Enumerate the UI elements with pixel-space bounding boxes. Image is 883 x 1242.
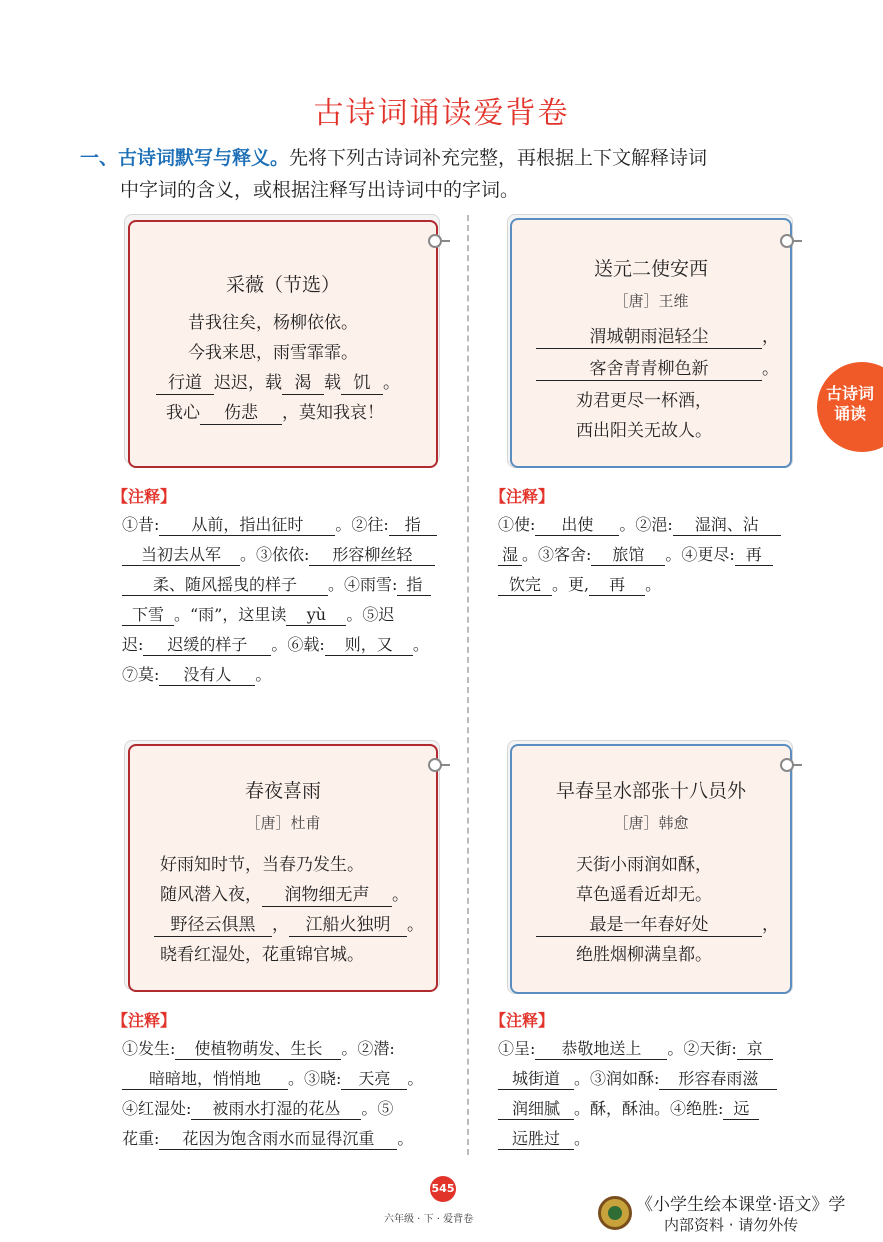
note-line: 饮完 。更, 再 。	[498, 570, 661, 600]
poem-title: 早春呈水部张十八员外	[555, 780, 746, 802]
poem-line: 昔我往矣，杨柳依依。	[188, 313, 358, 333]
note-line: 柔、随风摇曳的样子 。④雨雪: 指	[122, 570, 431, 600]
pin-icon	[780, 234, 794, 248]
poem-line: 我心 伤悲 ，莫知我哀！	[166, 403, 384, 423]
blank-answer[interactable]: 暗暗地，悄悄地	[122, 1069, 288, 1090]
blank-answer[interactable]: 从前，指出征时	[159, 515, 335, 536]
logo-icon	[598, 1196, 632, 1230]
poem-title: 春夜喜雨	[244, 780, 321, 802]
blank-answer[interactable]: 远	[723, 1099, 759, 1120]
blank-answer[interactable]: 当初去从军	[122, 545, 240, 566]
poem-card-caiwei	[128, 220, 438, 468]
blank-answer[interactable]: 旅馆	[591, 545, 665, 566]
blank-answer[interactable]: 饥	[341, 372, 383, 395]
poem-line: 行道 迟迟，载 渴 载 饥 。	[156, 368, 400, 395]
note-line: ⑦莫: 没有人 。	[122, 665, 272, 684]
note-tag: 【注释】	[112, 487, 177, 506]
footer-notice: 内部资料 · 请勿外传	[664, 1216, 799, 1234]
blank-answer[interactable]: 渭城朝雨浥轻尘	[536, 326, 762, 349]
blank-answer[interactable]: 柔、随风摇曳的样子	[122, 575, 328, 596]
blank-answer[interactable]: 城街道	[498, 1069, 574, 1090]
instruction-text-1: 先将下列古诗词补充完整，再根据上下文解释诗词	[289, 147, 708, 169]
blank-answer[interactable]: 润细腻	[498, 1099, 574, 1120]
blank-answer[interactable]: 下雪	[122, 605, 174, 626]
blank-answer[interactable]: 形容柳丝轻	[309, 545, 435, 566]
page-number: 545	[430, 1176, 456, 1202]
blank-answer[interactable]: 再	[735, 545, 773, 566]
poem-line: 西出阳关无故人。	[576, 421, 712, 441]
note-line: 下雪 。“雨”，这里读 yù 。⑤迟	[122, 600, 394, 630]
note-line: 迟: 迟缓的样子 。⑥载: 则，又 。	[122, 635, 429, 654]
blank-answer[interactable]: 花因为饱含雨水而显得沉重	[159, 1129, 397, 1150]
side-tab-line1: 古诗词	[825, 384, 874, 403]
column-divider	[467, 215, 469, 1155]
page-title: 古诗词诵读爱背卷	[313, 96, 570, 131]
blank-answer[interactable]: 出使	[535, 515, 619, 536]
blank-answer[interactable]: 饮完	[498, 575, 552, 596]
note-tag: 【注释】	[112, 1011, 177, 1030]
note-line: ④红湿处: 被雨水打湿的花丛 。⑤	[122, 1099, 394, 1118]
poem-line: 渭城朝雨浥轻尘 ，	[536, 322, 779, 349]
blank-answer[interactable]: 使植物萌发、生长	[175, 1039, 341, 1060]
poem-line: 客舍青青柳色新 。	[536, 354, 779, 381]
note-line: 城街道 。③润如酥: 形容春雨滋	[498, 1064, 777, 1094]
note-tag: 【注释】	[490, 487, 555, 506]
blank-answer[interactable]: 迟缓的样子	[143, 635, 271, 656]
section-number: 一、	[80, 147, 119, 169]
blank-answer[interactable]: 江船火独明	[289, 914, 407, 937]
pin-icon	[428, 234, 442, 248]
poem-card-chunyexiyu	[128, 744, 438, 992]
note-line: 当初去从军 。③依依: 形容柳丝轻	[122, 540, 435, 570]
note-line: 暗暗地，悄悄地 。③晓: 天亮 。	[122, 1064, 423, 1094]
blank-answer[interactable]: 行道	[156, 372, 214, 395]
poem-author: ［唐］杜甫	[245, 814, 321, 832]
poem-line: 最是一年春好处 ，	[536, 910, 779, 937]
poem-line: 晓看红湿处，花重锦官城。	[160, 945, 364, 965]
blank-answer[interactable]: 润物细无声	[262, 884, 392, 907]
blank-answer[interactable]: 伤悲	[200, 402, 282, 425]
side-tab-line2: 诵读	[833, 404, 866, 423]
poem-author: ［唐］王维	[613, 292, 689, 310]
blank-answer[interactable]: 客舍青青柳色新	[536, 358, 762, 381]
blank-answer[interactable]: yù	[286, 605, 346, 626]
blank-answer[interactable]: 被雨水打湿的花丛	[191, 1099, 361, 1120]
blank-answer[interactable]: 指	[389, 515, 437, 536]
blank-answer[interactable]: 指	[397, 575, 431, 596]
poem-line: 好雨知时节，当春乃发生。	[160, 855, 364, 875]
poem-line: 绝胜烟柳满皇都。	[576, 945, 712, 965]
pin-icon	[428, 758, 442, 772]
poem-title: 送元二使安西	[593, 258, 708, 280]
poem-line: 随风潜入夜， 润物细无声 。	[160, 885, 409, 905]
blank-answer[interactable]: 远胜过	[498, 1129, 574, 1150]
note-line: ①昔: 从前，指出征时 。②往: 指	[122, 510, 437, 540]
blank-answer[interactable]: 渴	[282, 372, 324, 395]
note-tag: 【注释】	[490, 1011, 555, 1030]
poem-title: 采薇（节选）	[225, 274, 340, 296]
blank-answer[interactable]: 野径云俱黑	[154, 914, 272, 937]
blank-answer[interactable]: 湿润、沾	[673, 515, 781, 536]
note-line: ①发生: 使植物萌发、生长 。②潜:	[122, 1039, 395, 1058]
blank-answer[interactable]: 再	[589, 575, 645, 596]
poem-author: ［唐］韩愈	[613, 814, 689, 832]
note-line: 湿 。③客舍: 旅馆 。④更尽: 再	[498, 540, 773, 570]
pin-icon	[780, 758, 794, 772]
blank-answer[interactable]: 形容春雨滋	[659, 1069, 777, 1090]
blank-answer[interactable]: 没有人	[159, 665, 255, 686]
poem-line: 劝君更尽一杯酒，	[576, 391, 712, 411]
note-line: 花重: 花因为饱含雨水而显得沉重 。	[122, 1129, 414, 1148]
footer-watermark: 《小学生绘本课堂·语文》学	[636, 1195, 846, 1215]
blank-answer[interactable]: 恭敬地送上	[535, 1039, 667, 1060]
poem-card-zaochun	[510, 744, 792, 994]
instruction-text-2: 中字词的含义，或根据注释写出诗词中的字词。	[120, 179, 520, 201]
poem-card-songyuaner	[510, 218, 792, 468]
blank-answer[interactable]: 京	[737, 1039, 773, 1060]
section-intro	[80, 142, 820, 206]
poem-line: 今我来思，雨雪霏霏。	[188, 343, 358, 363]
poem-line: 野径云俱黑 ， 江船火独明 。	[154, 910, 424, 937]
footer-grade: 六年级 · 下 · 爱背卷	[384, 1214, 474, 1225]
note-line: 远胜过 。	[498, 1124, 590, 1154]
side-tab[interactable]	[817, 362, 883, 452]
blank-answer[interactable]: 湿	[498, 545, 522, 566]
section-heading: 古诗词默写与释义。	[118, 147, 290, 169]
poem-line: 天街小雨润如酥，	[576, 855, 712, 875]
blank-answer[interactable]: 最是一年春好处	[536, 914, 762, 937]
note-line: ①呈: 恭敬地送上 。②天街: 京	[498, 1034, 773, 1064]
poem-line: 草色遥看近却无。	[576, 885, 712, 905]
blank-answer[interactable]: 天亮	[341, 1069, 407, 1090]
blank-answer[interactable]: 则，又	[325, 635, 413, 656]
note-line: ①使: 出使 。②浥: 湿润、沾	[498, 510, 781, 540]
note-line: 润细腻 。酥，酥油。④绝胜: 远	[498, 1094, 759, 1124]
